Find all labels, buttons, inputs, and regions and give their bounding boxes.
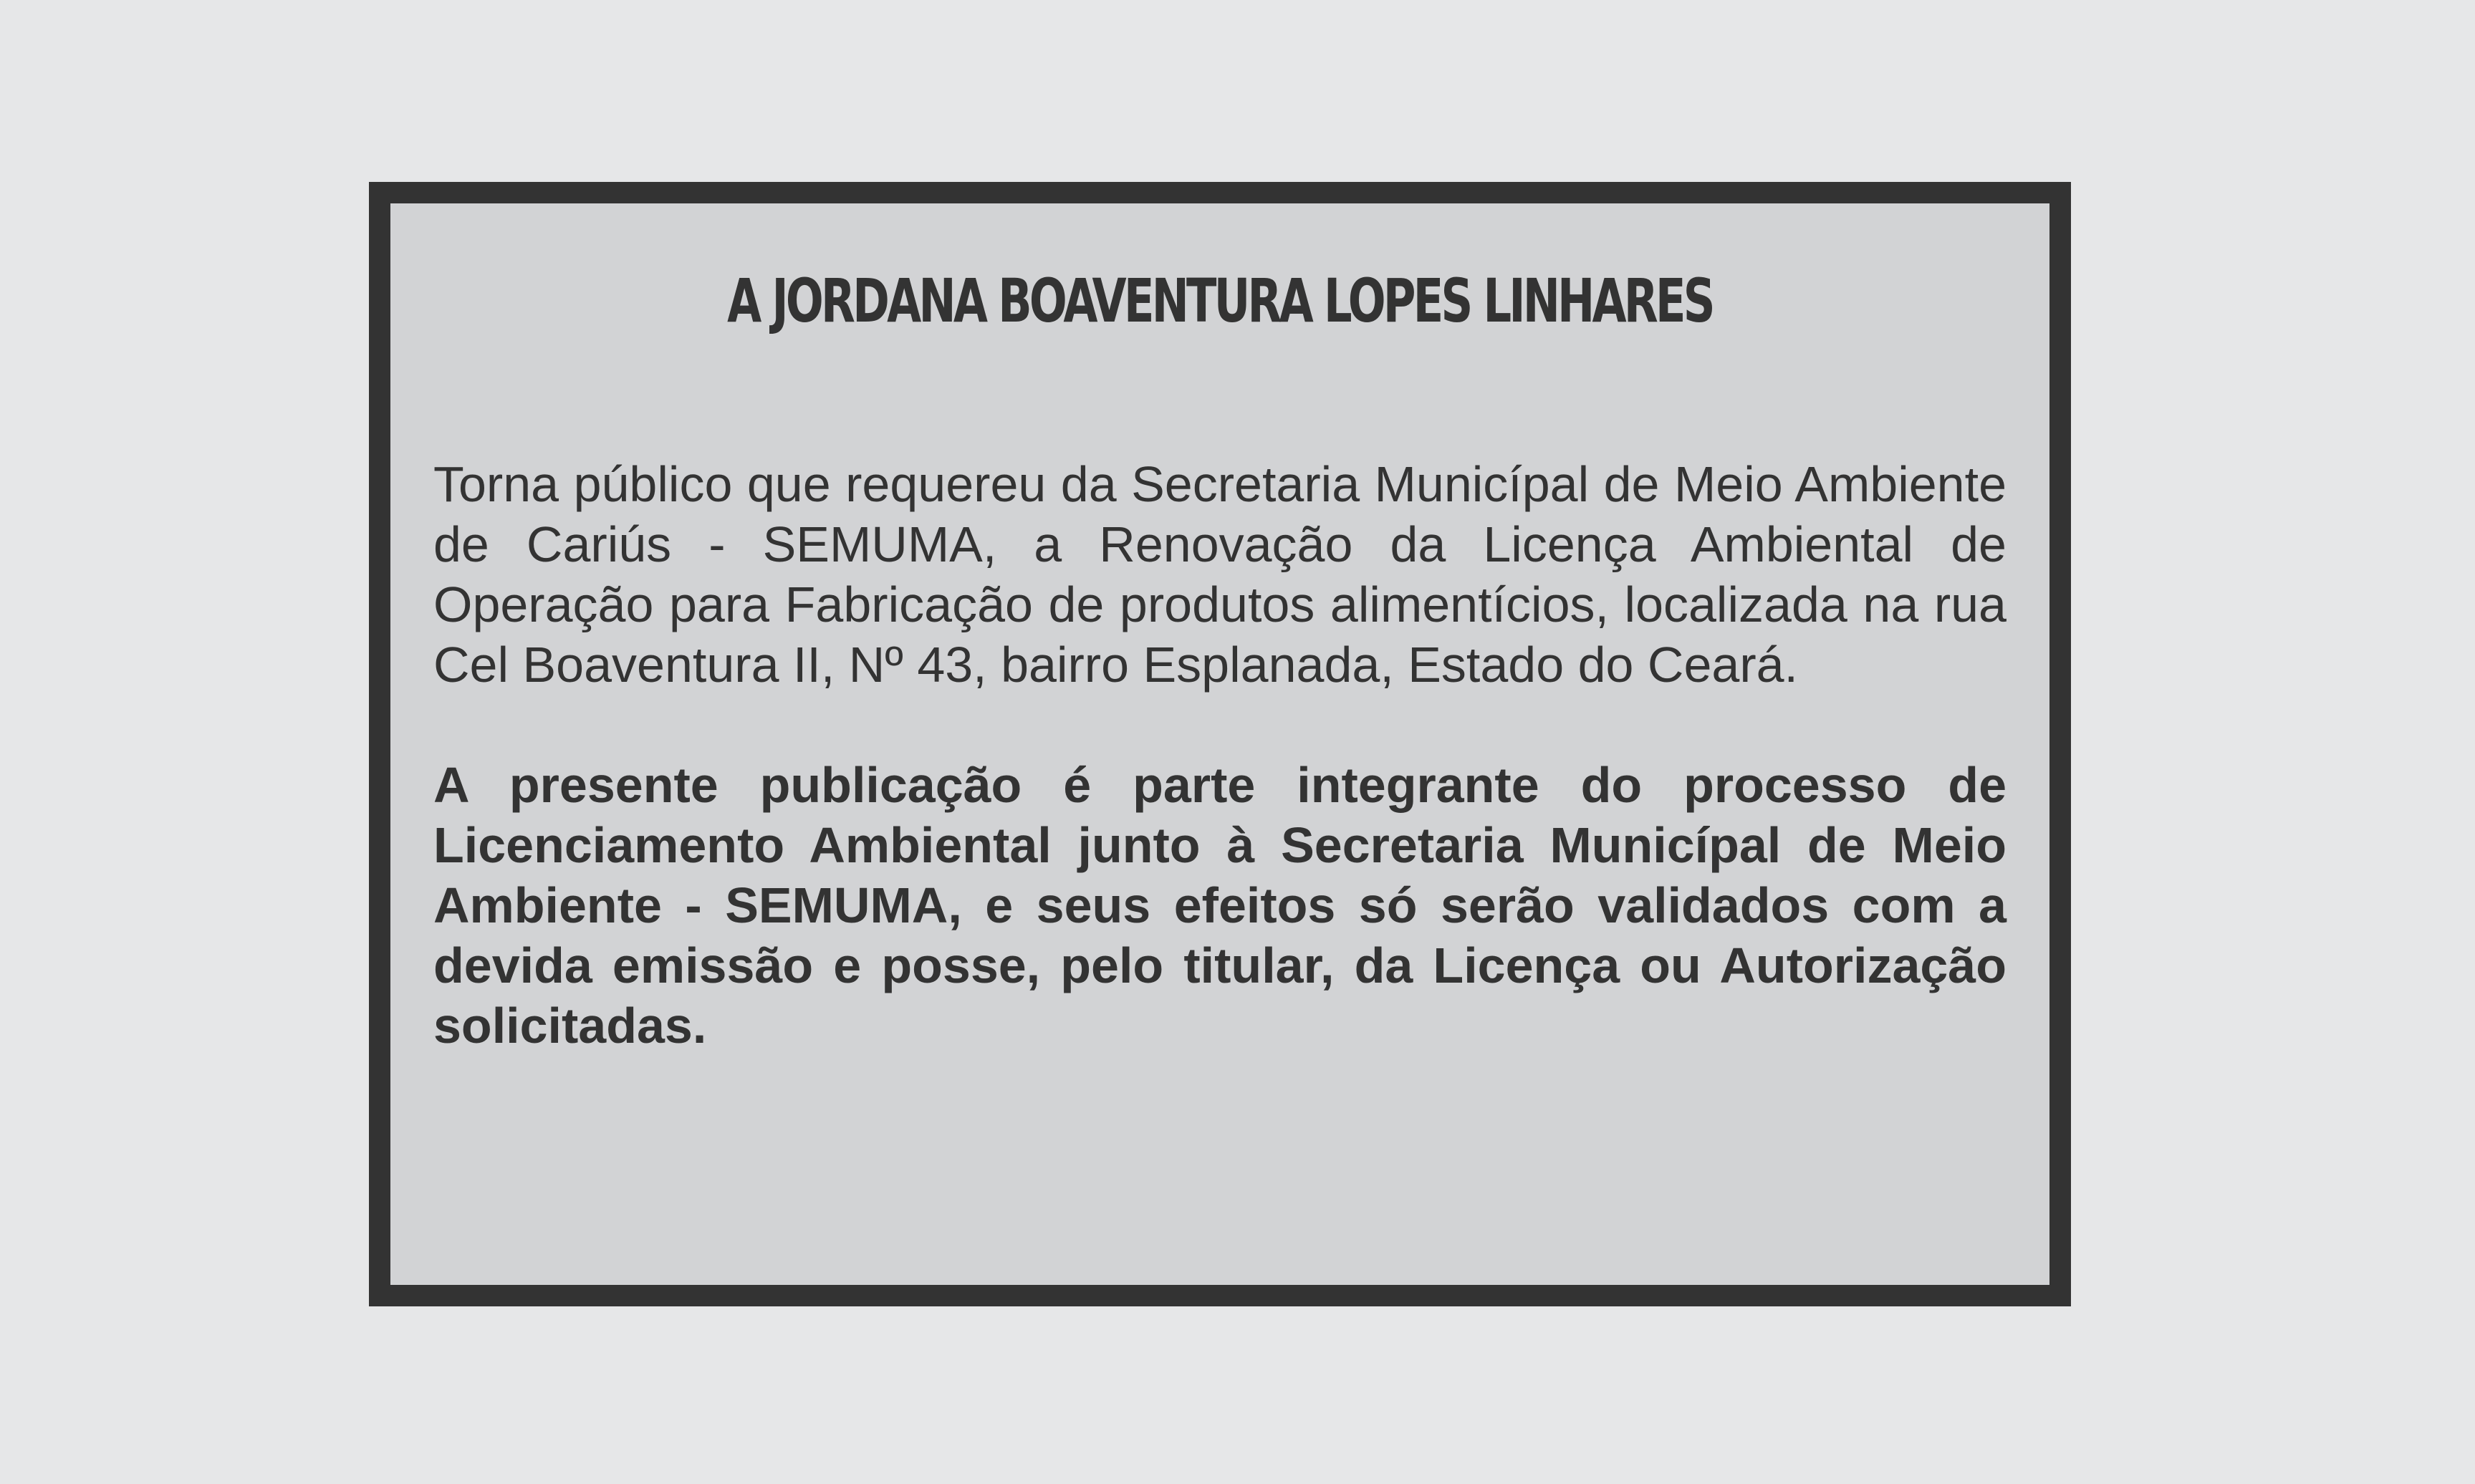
notice-body bbox=[433, 454, 2007, 1056]
request-paragraph: Torna público que requereu da Secretaria Municípal de Meio Ambiente de Cariús - SEMUMA, a Renovação da Licença Ambiental de Operação para Fabricação de produtos alimentícios, localizada na rua Cel Boaventura II, Nº 43, bairro Esplanada, Estado do Ceará. bbox=[433, 456, 2007, 693]
notice-frame bbox=[369, 182, 2071, 1306]
notice-title: A JORDANA BOAVENTURA LOPES LINHARES bbox=[727, 266, 1713, 336]
disclaimer-paragraph: A presente publicação é parte integrante do processo de Licenciamento Ambiental junto à Secretaria Municípal de Meio Ambiente - SEMUMA, e seus efeitos só serão validados com a devida emissão e posse, pelo titular, da Licença ou Autorização solicitadas. bbox=[433, 757, 2007, 1054]
